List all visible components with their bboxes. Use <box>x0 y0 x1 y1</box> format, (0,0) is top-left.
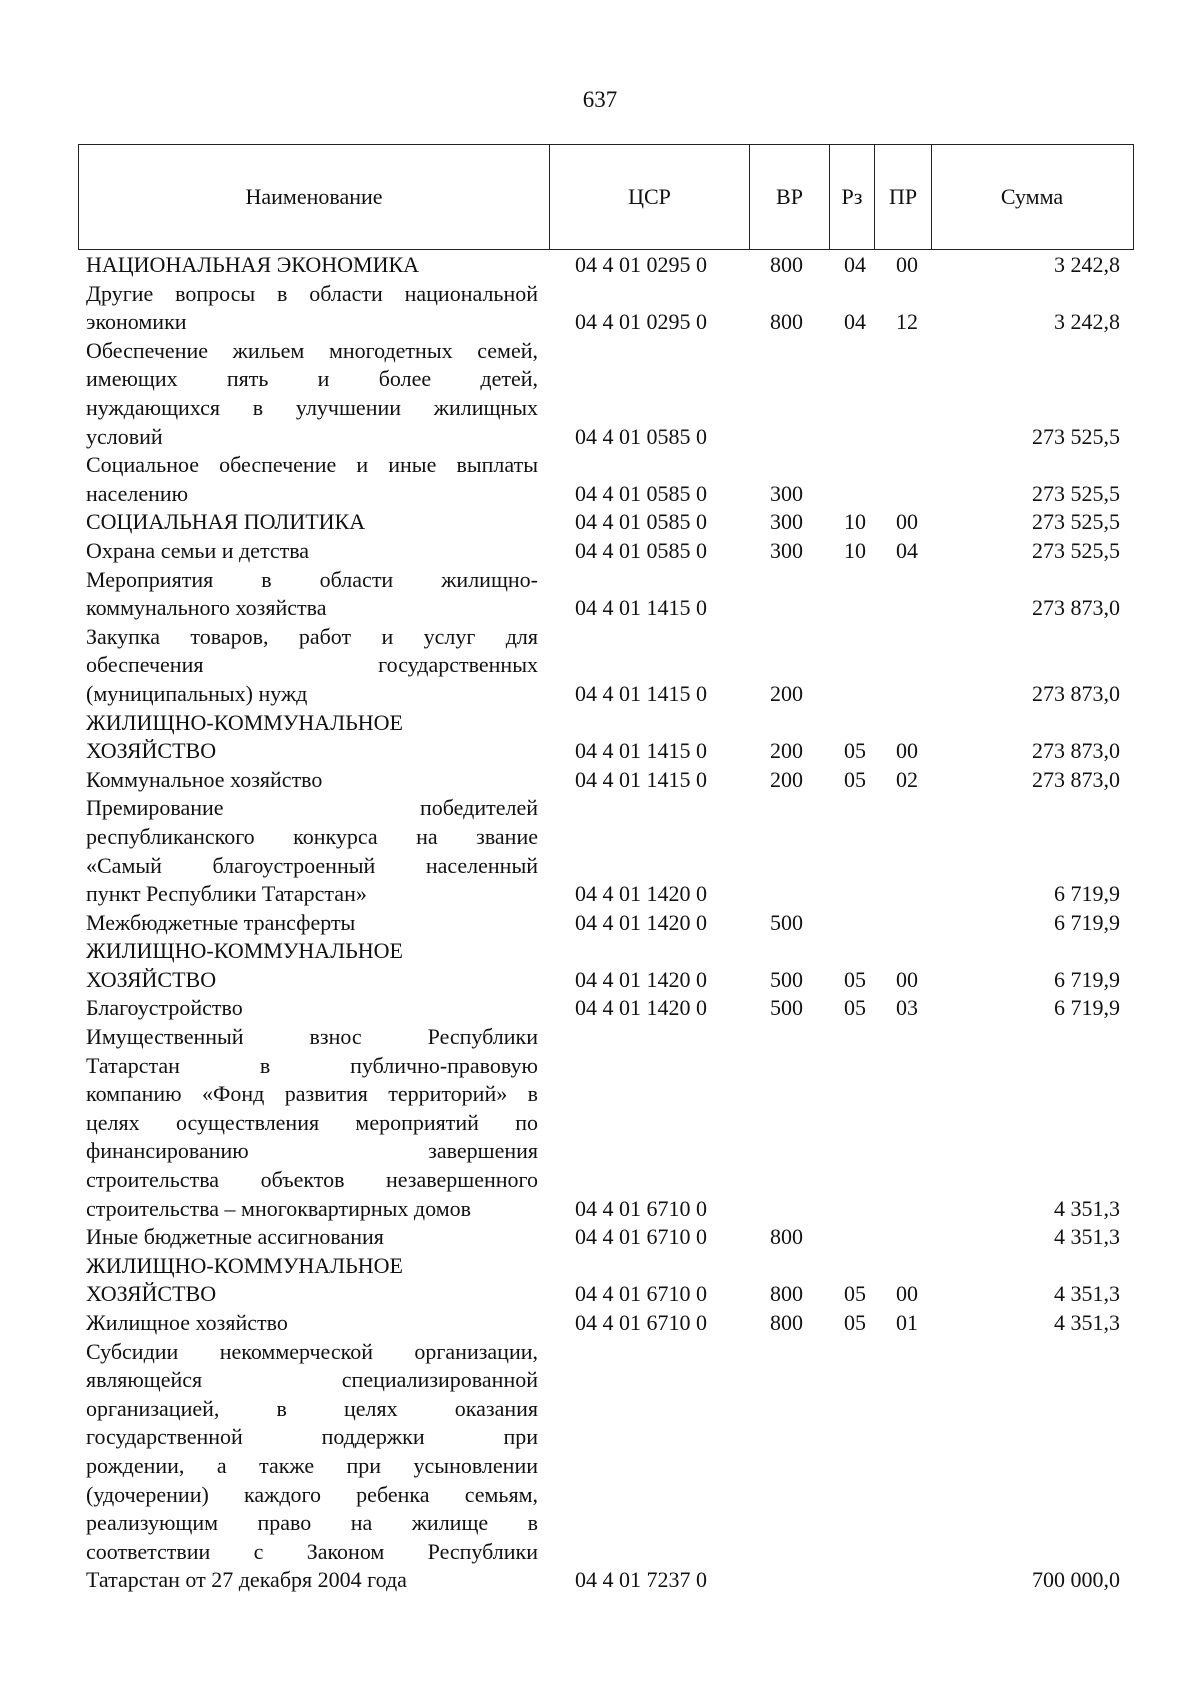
row-name <box>86 909 538 938</box>
row-name-line: строительства – многоквартирных домов <box>86 1195 472 1221</box>
row-name-line: республиканского конкурса на звание <box>86 823 538 849</box>
table-row <box>0 337 1200 451</box>
row-name-line: Мероприятия в области жилищно- <box>86 566 538 592</box>
table-row <box>0 623 1200 709</box>
row-name-line: пункт Республики Татарстан» <box>86 881 367 907</box>
page-number: 637 <box>582 87 618 112</box>
row-rz: 10 <box>844 537 866 563</box>
row-vr: 800 <box>770 309 803 335</box>
row-pr <box>896 909 926 938</box>
row-rz: 05 <box>844 1281 866 1307</box>
row-sum: 3 242,8 <box>1054 309 1120 335</box>
row-rz: 04 <box>844 252 866 277</box>
header-csr: ЦСР <box>549 145 749 249</box>
row-vr: 800 <box>770 1310 803 1336</box>
row-name-line: Социальное обеспечение и иные выплаты <box>86 452 538 478</box>
row-name <box>86 623 538 709</box>
row-name <box>86 794 538 908</box>
row-name-line: ЖИЛИЩНО-КОММУНАЛЬНОЕ <box>86 938 403 964</box>
row-csr: 04 4 01 0585 0 <box>575 423 707 449</box>
row-csr: 04 4 01 1415 0 <box>575 766 707 792</box>
row-csr: 04 4 01 6710 0 <box>575 1310 707 1336</box>
row-vr: 800 <box>770 1281 803 1307</box>
row-csr: 04 4 01 0585 0 <box>575 509 707 535</box>
row-name-line: экономики <box>86 309 187 335</box>
row-sum: 6 719,9 <box>1054 966 1120 992</box>
table-row <box>0 909 1200 938</box>
row-name-line: условий <box>86 423 163 449</box>
row-rz: 05 <box>844 995 866 1021</box>
row-pr <box>896 680 926 709</box>
row-name-line: Охрана семьи и детства <box>86 537 310 563</box>
row-name-line: Премирование победителей <box>86 795 538 821</box>
row-csr: 04 4 01 6710 0 <box>575 1195 707 1221</box>
row-pr <box>896 1223 926 1252</box>
row-csr: 04 4 01 0585 0 <box>575 480 707 506</box>
row-csr: 04 4 01 7237 0 <box>575 1567 707 1593</box>
row-sum: 273 525,5 <box>1032 480 1120 506</box>
row-name-line: ХОЗЯЙСТВО <box>86 738 217 764</box>
row-name-line: Межбюджетные трансферты <box>86 909 356 935</box>
row-csr: 04 4 01 0585 0 <box>575 537 707 563</box>
row-csr: 04 4 01 0295 0 <box>575 252 707 277</box>
table-row <box>0 1023 1200 1223</box>
row-name-line: строительства объектов незавершенного <box>86 1167 538 1193</box>
row-vr: 300 <box>770 537 803 563</box>
row-name-line: являющейся специализированной <box>86 1367 538 1393</box>
row-name-line: коммунального хозяйства <box>86 595 327 621</box>
row-rz <box>844 1195 874 1224</box>
row-pr: 01 <box>896 1310 918 1336</box>
row-rz <box>844 909 874 938</box>
row-name-line: организацией, в целях оказания <box>86 1395 538 1421</box>
row-name-line: Иные бюджетные ассигнования <box>86 1224 384 1250</box>
row-name-line: реализующим право на жилище в <box>86 1510 538 1536</box>
row-name-line: Субсидии некоммерческой организации, <box>86 1338 538 1364</box>
row-name-line: Обеспечение жильем многодетных семей, <box>86 337 538 363</box>
row-pr: 04 <box>896 537 918 563</box>
table-row <box>0 537 1200 566</box>
row-vr <box>770 423 820 452</box>
row-name <box>86 280 538 337</box>
row-sum: 273 525,5 <box>1032 537 1120 563</box>
row-csr: 04 4 01 1415 0 <box>575 680 707 706</box>
row-csr: 04 4 01 1420 0 <box>575 995 707 1021</box>
row-rz: 05 <box>844 738 866 764</box>
header-pr: ПР <box>874 145 931 249</box>
row-name-line: населению <box>86 480 189 506</box>
row-pr: 02 <box>896 766 918 792</box>
row-pr <box>896 880 926 909</box>
row-rz <box>844 480 874 509</box>
table-row <box>0 451 1200 508</box>
row-vr <box>770 1195 820 1224</box>
table-row <box>0 566 1200 623</box>
row-name <box>86 1023 538 1223</box>
table-row <box>0 994 1200 1023</box>
row-rz: 05 <box>844 766 866 792</box>
row-csr: 04 4 01 1420 0 <box>575 909 707 935</box>
header-vr: ВР <box>749 145 829 249</box>
row-pr <box>896 480 926 509</box>
row-name-line: Татарстан в публично-правовую <box>86 1052 538 1078</box>
row-pr: 12 <box>896 309 918 335</box>
row-name-line: (удочерении) каждого ребенка семьям, <box>86 1481 538 1507</box>
row-name-line: Другие вопросы в области национальной <box>86 280 538 306</box>
row-pr: 03 <box>896 995 918 1021</box>
row-sum: 4 351,3 <box>1054 1195 1120 1221</box>
row-rz: 04 <box>844 309 866 335</box>
row-name <box>86 766 538 795</box>
header-name: Наименование <box>245 184 383 209</box>
row-vr <box>770 594 820 623</box>
row-name-line: Коммунальное хозяйство <box>86 766 323 792</box>
row-vr <box>770 880 820 909</box>
row-name-line: Благоустройство <box>86 995 243 1021</box>
row-vr: 300 <box>770 509 803 535</box>
row-csr: 04 4 01 0295 0 <box>575 309 707 335</box>
row-name <box>86 1338 538 1595</box>
row-name-line: ЖИЛИЩНО-КОММУНАЛЬНОЕ <box>86 709 403 735</box>
row-name <box>86 537 538 566</box>
row-csr: 04 4 01 6710 0 <box>575 1224 707 1250</box>
table-row <box>0 1309 1200 1338</box>
row-rz <box>844 880 874 909</box>
table-row <box>0 280 1200 337</box>
row-name-line: ЖИЛИЩНО-КОММУНАЛЬНОЕ <box>86 1252 403 1278</box>
row-name <box>86 566 538 623</box>
row-pr <box>896 1195 926 1224</box>
row-sum: 273 873,0 <box>1032 595 1120 621</box>
row-csr: 04 4 01 1420 0 <box>575 881 707 907</box>
table-header <box>78 144 1134 250</box>
row-vr: 300 <box>770 480 803 506</box>
row-rz: 05 <box>844 966 866 992</box>
row-pr <box>896 594 926 623</box>
header-rz: Рз <box>829 145 874 249</box>
table-row <box>0 709 1200 766</box>
row-rz: 10 <box>844 509 866 535</box>
header-sum: Сумма <box>931 145 1132 249</box>
row-rz <box>844 1566 874 1595</box>
row-rz <box>844 1223 874 1252</box>
row-vr: 200 <box>770 766 803 792</box>
row-name-line: Татарстан от 27 декабря 2004 года <box>86 1567 407 1593</box>
table-row <box>0 1223 1200 1252</box>
row-name-line: целях осуществления мероприятий по <box>86 1109 538 1135</box>
row-name-line: Имущественный взнос Республики <box>86 1024 538 1050</box>
row-sum: 273 525,5 <box>1032 423 1120 449</box>
table-row <box>0 937 1200 994</box>
row-vr <box>770 1566 820 1595</box>
table-row <box>0 794 1200 908</box>
row-name <box>86 451 538 508</box>
row-pr: 00 <box>896 738 918 764</box>
row-name-line: СОЦИАЛЬНАЯ ПОЛИТИКА <box>86 509 366 535</box>
table-row <box>0 508 1200 537</box>
row-pr: 00 <box>896 252 918 277</box>
row-sum: 273 873,0 <box>1032 738 1120 764</box>
row-csr: 04 4 01 1415 0 <box>575 738 707 764</box>
row-vr: 200 <box>770 680 803 706</box>
row-name-line: компанию «Фонд развития территорий» в <box>86 1081 538 1107</box>
row-name-line: финансированию завершения <box>86 1138 538 1164</box>
row-vr: 500 <box>770 966 803 992</box>
row-rz <box>844 423 874 452</box>
row-sum: 700 000,0 <box>1032 1567 1120 1593</box>
row-name-line: Жилищное хозяйство <box>86 1310 288 1336</box>
row-name-line: рождении, а также при усыновлении <box>86 1453 538 1479</box>
row-name-line: НАЦИОНАЛЬНАЯ ЭКОНОМИКА <box>86 252 420 277</box>
row-name-line: (муниципальных) нужд <box>86 680 308 706</box>
row-name-line: государственной поддержки при <box>86 1424 538 1450</box>
row-sum: 273 525,5 <box>1032 509 1120 535</box>
row-name <box>86 709 538 766</box>
row-csr: 04 4 01 1420 0 <box>575 966 707 992</box>
row-sum: 6 719,9 <box>1054 881 1120 907</box>
row-rz <box>844 680 874 709</box>
row-name-line: ХОЗЯЙСТВО <box>86 966 217 992</box>
row-sum: 6 719,9 <box>1054 909 1120 935</box>
row-pr: 00 <box>896 966 918 992</box>
row-vr: 500 <box>770 995 803 1021</box>
row-name <box>86 994 538 1023</box>
row-name <box>86 1252 538 1309</box>
row-name-line: «Самый благоустроенный населенный <box>86 852 538 878</box>
row-name <box>86 1223 538 1252</box>
table-row <box>0 1252 1200 1309</box>
row-sum: 4 351,3 <box>1054 1224 1120 1250</box>
row-pr: 00 <box>896 1281 918 1307</box>
row-name-line: имеющих пять и более детей, <box>86 366 538 392</box>
table-row <box>0 251 1200 280</box>
row-name-line: соответствии с Законом Республики <box>86 1538 538 1564</box>
row-vr: 800 <box>770 1224 803 1250</box>
row-name-line: обеспечения государственных <box>86 652 538 678</box>
row-name <box>86 251 538 280</box>
row-vr: 800 <box>770 252 803 277</box>
row-vr: 200 <box>770 738 803 764</box>
row-name-line: нуждающихся в улучшении жилищных <box>86 394 538 420</box>
table-row <box>0 766 1200 795</box>
row-name-line: ХОЗЯЙСТВО <box>86 1281 217 1307</box>
row-rz: 05 <box>844 1310 866 1336</box>
row-sum: 6 719,9 <box>1054 995 1120 1021</box>
row-rz <box>844 594 874 623</box>
table-row <box>0 1338 1200 1595</box>
row-pr <box>896 423 926 452</box>
row-name <box>86 337 538 451</box>
row-pr <box>896 1566 926 1595</box>
row-name <box>86 937 538 994</box>
row-sum: 3 242,8 <box>1054 252 1120 277</box>
row-vr: 500 <box>770 909 803 935</box>
row-name-line: Закупка товаров, работ и услуг для <box>86 623 538 649</box>
row-name <box>86 1309 538 1338</box>
row-pr: 00 <box>896 509 918 535</box>
row-csr: 04 4 01 6710 0 <box>575 1281 707 1307</box>
row-sum: 4 351,3 <box>1054 1281 1120 1307</box>
row-sum: 273 873,0 <box>1032 680 1120 706</box>
row-sum: 4 351,3 <box>1054 1310 1120 1336</box>
row-csr: 04 4 01 1415 0 <box>575 595 707 621</box>
table-body <box>0 251 1200 1595</box>
row-name <box>86 508 538 537</box>
row-sum: 273 873,0 <box>1032 766 1120 792</box>
